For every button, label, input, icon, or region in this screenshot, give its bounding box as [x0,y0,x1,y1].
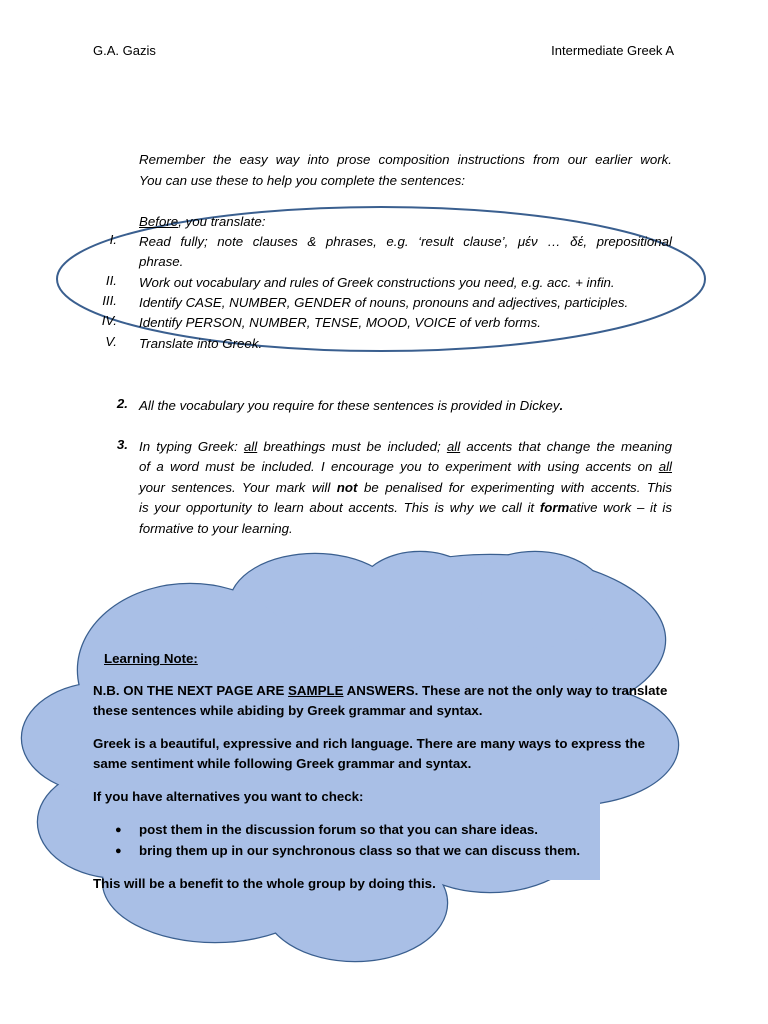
bullet-icon: ● [115,824,122,836]
step-text: Translate into Greek. [139,336,263,351]
step-number: IV. [101,313,117,328]
note-line: these sentences while abiding by Greek grammar and syntax. [93,703,483,718]
step-number: V. [105,334,117,349]
note-line: same sentiment while following Greek grammar and syntax. [93,756,472,771]
note-line: If you have alternatives you want to check: [93,789,364,804]
item-number: 3. [116,437,128,452]
header-course: Intermediate Greek A [551,43,674,58]
before-rest: , you translate: [178,214,266,229]
intro-line-1: Remember the easy way into prose composition instructions from our earlier work. [139,152,672,167]
step-text-continued: phrase. [139,254,184,269]
header-author: G.A. Gazis [93,43,156,58]
step-number: III. [102,293,117,308]
bullet-item: post them in the discussion forum so that you can share ideas. [139,822,538,837]
step-text: Work out vocabulary and rules of Greek constructions you need, e.g. acc. + infin. [139,275,615,290]
intro-line-2: You can use these to help you complete the sentences: [139,173,465,188]
item-3-line-5: formative to your learning. [139,521,293,536]
item-number: 2. [116,396,128,411]
item-2-body: All the vocabulary you require for these sentences is provided in Dickey [139,398,560,413]
step-text: Read fully; note clauses & phrases, e.g. ‘result clause’, μέν … δέ, prepositional [139,234,672,249]
note-closing: This will be a benefit to the whole group by doing this. [93,876,436,891]
step-number: I. [109,232,117,247]
item-3-line-3: your sentences. Your mark will not be penalised for experimenting with accents. This [139,480,673,495]
note-line: N.B. ON THE NEXT PAGE ARE SAMPLE ANSWERS. These are not the only way to translate [93,683,668,698]
bullet-item: bring them up in our synchronous class so that we can discuss them. [139,843,581,858]
item-3-line-4: is your opportunity to learn about accents. This is why we call it formative work – it is [139,500,672,515]
note-line: Greek is a beautiful, expressive and rich language. There are many ways to express the [93,736,646,751]
before-label: Before [139,214,179,229]
step-number: II. [105,273,117,288]
step-text: Identify PERSON, NUMBER, TENSE, MOOD, VOICE of verb forms. [139,315,541,330]
item-2-end: . [559,398,564,413]
step-text: Identify CASE, NUMBER, GENDER of nouns, pronouns and adjectives, participles. [139,295,629,310]
item-3-line-1: In typing Greek: all breathings must be included; all accents that change the meaning [139,439,672,454]
bullet-icon: ● [115,845,122,857]
item-3-line-2: of a word must be included. I encourage you to experiment with using accents on all [139,459,672,474]
learning-note-title: Learning Note: [104,651,198,666]
